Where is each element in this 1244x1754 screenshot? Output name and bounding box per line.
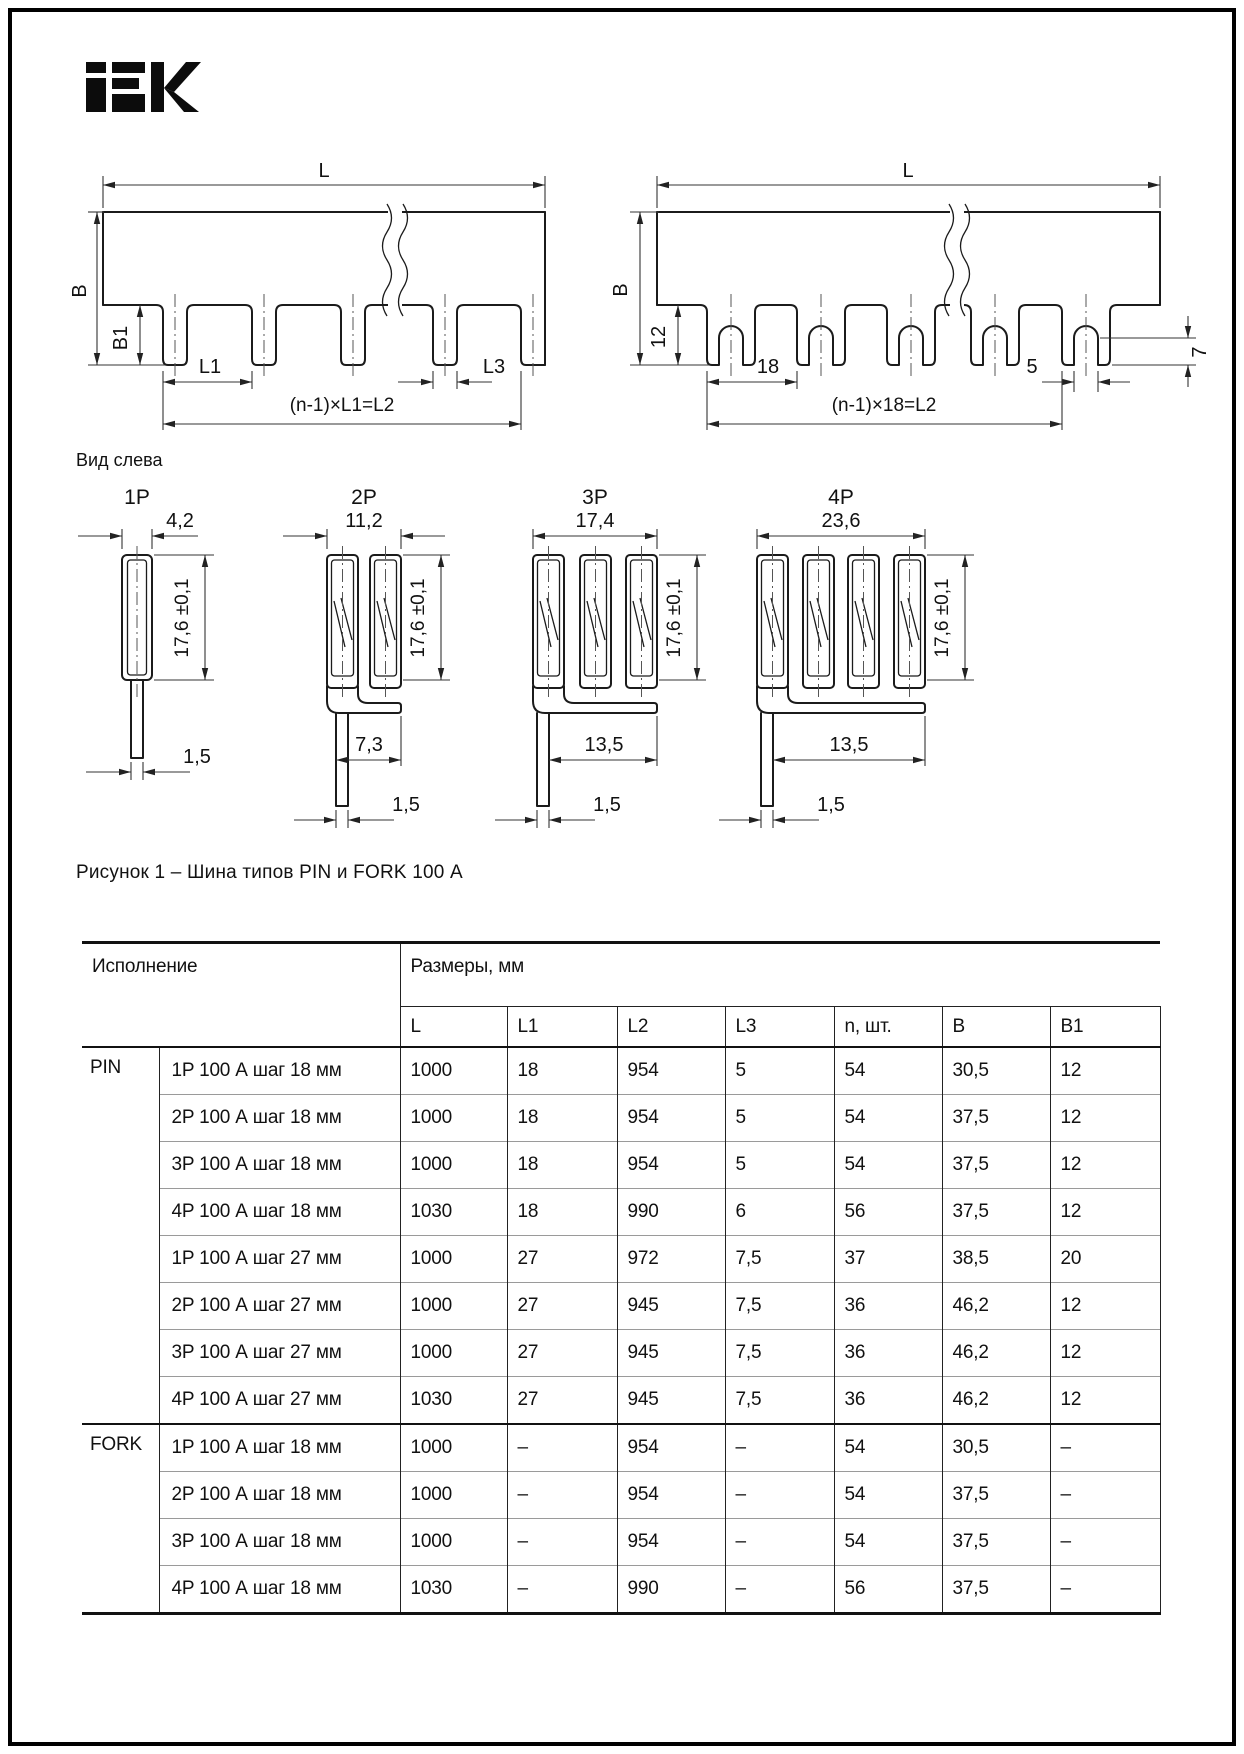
table-row xyxy=(82,1283,1160,1330)
dimension-value-cell: – xyxy=(1050,1566,1160,1614)
dimension-value-cell: 1000 xyxy=(400,1142,507,1189)
dim-label-width: 17,4 xyxy=(575,510,615,532)
dimension-value-cell: 990 xyxy=(617,1189,725,1236)
section-4p xyxy=(719,486,974,828)
dimension-value-cell: 1000 xyxy=(400,1047,507,1095)
dimension-value-cell: 1000 xyxy=(400,1236,507,1283)
dim-label-formula: (n-1)×18=L2 xyxy=(831,395,937,416)
dim-label-slot-width: 5 xyxy=(1026,356,1038,378)
dim-label-pitch: 18 xyxy=(756,356,780,378)
column-header-sizes: Размеры, мм xyxy=(400,943,1160,1007)
table-row xyxy=(82,1377,1160,1425)
section-title: 3P xyxy=(582,486,608,509)
dimension-value-cell: 1030 xyxy=(400,1189,507,1236)
dimension-value-cell: 12 xyxy=(1050,1095,1160,1142)
dimension-value-cell: 1000 xyxy=(400,1472,507,1519)
dimension-value-cell: 27 xyxy=(507,1330,617,1377)
dim-label-height: B xyxy=(610,283,632,297)
section-title: 2P xyxy=(351,486,377,509)
dimension-value-cell: – xyxy=(507,1566,617,1614)
pin-busbar-drawing xyxy=(69,160,545,430)
table-row xyxy=(82,1424,1160,1472)
row-name-cell: 2P 100 А шаг 18 мм xyxy=(159,1472,400,1519)
dimension-value-cell: – xyxy=(507,1424,617,1472)
dimension-value-cell: 5 xyxy=(725,1095,834,1142)
table-row xyxy=(82,1330,1160,1377)
table-row xyxy=(82,1566,1160,1614)
column-header-n: n, шт. xyxy=(834,1007,942,1048)
column-header-execution: Исполнение xyxy=(82,943,400,1048)
dimensions-table xyxy=(82,941,1161,1615)
dimension-value-cell: 12 xyxy=(1050,1377,1160,1425)
group-type-cell: FORK xyxy=(82,1424,159,1614)
dimension-value-cell: – xyxy=(1050,1519,1160,1566)
dimension-value-cell: 1000 xyxy=(400,1330,507,1377)
dimension-value-cell: 18 xyxy=(507,1047,617,1095)
dim-label-offset: 13,5 xyxy=(829,734,869,756)
dimension-value-cell: 1000 xyxy=(400,1519,507,1566)
dimension-value-cell: 990 xyxy=(617,1566,725,1614)
dimension-value-cell: – xyxy=(507,1472,617,1519)
dimension-value-cell: 7,5 xyxy=(725,1330,834,1377)
dim-label-section-height: 17,6 ±0,1 xyxy=(172,578,193,658)
dim-label-slot-depth: 7 xyxy=(1189,346,1211,358)
dim-label-offset: 13,5 xyxy=(584,734,624,756)
dimension-value-cell: – xyxy=(1050,1472,1160,1519)
table-row xyxy=(82,1472,1160,1519)
dimension-value-cell: 27 xyxy=(507,1377,617,1425)
dimension-value-cell: – xyxy=(725,1424,834,1472)
column-header-l: L xyxy=(400,1007,507,1048)
dimension-value-cell: 38,5 xyxy=(942,1236,1050,1283)
section-title: 4P xyxy=(828,486,854,509)
dimension-value-cell: 46,2 xyxy=(942,1377,1050,1425)
dimension-value-cell: 46,2 xyxy=(942,1283,1050,1330)
dim-label-offset: 7,3 xyxy=(355,734,383,756)
dim-label-tooth-width: L3 xyxy=(482,356,506,378)
table-row xyxy=(82,1142,1160,1189)
dimension-value-cell: 972 xyxy=(617,1236,725,1283)
dimension-value-cell: 37,5 xyxy=(942,1472,1050,1519)
dimension-value-cell: 954 xyxy=(617,1047,725,1095)
dimension-value-cell: 54 xyxy=(834,1519,942,1566)
row-name-cell: 4P 100 А шаг 18 мм xyxy=(159,1189,400,1236)
dimension-value-cell: 12 xyxy=(1050,1283,1160,1330)
dim-label-height: B xyxy=(69,284,91,298)
dimension-value-cell: 54 xyxy=(834,1424,942,1472)
dim-label-tooth-height: B1 xyxy=(110,325,132,351)
dimension-value-cell: 36 xyxy=(834,1330,942,1377)
dimension-value-cell: 54 xyxy=(834,1095,942,1142)
dim-label-formula: (n-1)×L1=L2 xyxy=(289,395,395,416)
dimension-value-cell: 7,5 xyxy=(725,1283,834,1330)
dimension-value-cell: 30,5 xyxy=(942,1047,1050,1095)
dim-label-width: 11,2 xyxy=(345,510,383,532)
left-view-label: Вид слева xyxy=(76,450,163,470)
dimension-value-cell: 945 xyxy=(617,1283,725,1330)
dimension-value-cell: 27 xyxy=(507,1283,617,1330)
dimension-value-cell: 12 xyxy=(1050,1330,1160,1377)
section-title: 1P xyxy=(124,486,150,509)
dim-label-width: 4,2 xyxy=(166,510,194,532)
column-header-b: B xyxy=(942,1007,1050,1048)
group-type-cell: PIN xyxy=(82,1047,159,1424)
dimension-value-cell: 18 xyxy=(507,1189,617,1236)
row-name-cell: 3P 100 А шаг 18 мм xyxy=(159,1519,400,1566)
dimension-value-cell: 945 xyxy=(617,1330,725,1377)
dim-label-width: 23,6 xyxy=(821,510,861,532)
row-name-cell: 3P 100 А шаг 27 мм xyxy=(159,1330,400,1377)
dimension-value-cell: 46,2 xyxy=(942,1330,1050,1377)
section-2p xyxy=(283,486,450,828)
dimension-value-cell: – xyxy=(725,1519,834,1566)
row-name-cell: 1P 100 А шаг 18 мм xyxy=(159,1047,400,1095)
column-header-l2: L2 xyxy=(617,1007,725,1048)
row-name-cell: 3P 100 А шаг 18 мм xyxy=(159,1142,400,1189)
dimension-value-cell: 12 xyxy=(1050,1142,1160,1189)
dimension-value-cell: 945 xyxy=(617,1377,725,1425)
dim-label-length: L xyxy=(318,160,330,182)
table-row xyxy=(82,1189,1160,1236)
dimension-value-cell: 30,5 xyxy=(942,1424,1050,1472)
dimension-value-cell: 36 xyxy=(834,1377,942,1425)
dim-label-tooth-height: 12 xyxy=(648,325,670,349)
dimension-value-cell: 12 xyxy=(1050,1189,1160,1236)
dimension-value-cell: 18 xyxy=(507,1142,617,1189)
dimension-value-cell: 12 xyxy=(1050,1047,1160,1095)
table-row xyxy=(82,1236,1160,1283)
iek-logo xyxy=(86,62,201,112)
dimension-value-cell: 6 xyxy=(725,1189,834,1236)
dim-label-pitch: L1 xyxy=(198,356,222,378)
dimension-value-cell: 37,5 xyxy=(942,1519,1050,1566)
table-row xyxy=(82,1047,1160,1095)
dimension-value-cell: 27 xyxy=(507,1236,617,1283)
section-1p xyxy=(78,486,214,780)
dimension-value-cell: 954 xyxy=(617,1472,725,1519)
dimension-value-cell: 954 xyxy=(617,1095,725,1142)
column-header-l1: L1 xyxy=(507,1007,617,1048)
table-row xyxy=(82,1095,1160,1142)
dimension-value-cell: 56 xyxy=(834,1566,942,1614)
row-name-cell: 4P 100 А шаг 18 мм xyxy=(159,1566,400,1614)
dimension-value-cell: 37,5 xyxy=(942,1566,1050,1614)
table-header-row xyxy=(82,943,1160,1007)
dim-label-tail: 1,5 xyxy=(183,746,211,768)
dimension-value-cell: 1030 xyxy=(400,1566,507,1614)
dim-label-section-height: 17,6 ±0,1 xyxy=(408,578,429,658)
dimension-value-cell: – xyxy=(725,1472,834,1519)
column-header-l3: L3 xyxy=(725,1007,834,1048)
dimension-value-cell: 1000 xyxy=(400,1095,507,1142)
dimension-value-cell: 954 xyxy=(617,1424,725,1472)
dimension-value-cell: – xyxy=(507,1519,617,1566)
dimension-value-cell: 1000 xyxy=(400,1424,507,1472)
dimension-value-cell: 54 xyxy=(834,1472,942,1519)
dimension-value-cell: 954 xyxy=(617,1142,725,1189)
row-name-cell: 2P 100 А шаг 18 мм xyxy=(159,1095,400,1142)
dimension-value-cell: 37,5 xyxy=(942,1095,1050,1142)
dimension-value-cell: 1000 xyxy=(400,1283,507,1330)
dimension-value-cell: 20 xyxy=(1050,1236,1160,1283)
dimension-value-cell: 18 xyxy=(507,1095,617,1142)
dim-label-tail: 1,5 xyxy=(817,794,845,816)
dimension-value-cell: 36 xyxy=(834,1283,942,1330)
row-name-cell: 2P 100 А шаг 27 мм xyxy=(159,1283,400,1330)
row-name-cell: 4P 100 А шаг 27 мм xyxy=(159,1377,400,1425)
dimension-value-cell: 54 xyxy=(834,1047,942,1095)
dim-label-length: L xyxy=(902,160,914,182)
dimension-value-cell: 37,5 xyxy=(942,1189,1050,1236)
dimension-value-cell: 954 xyxy=(617,1519,725,1566)
section-3p xyxy=(495,486,706,828)
dimension-value-cell: 1030 xyxy=(400,1377,507,1425)
dim-label-section-height: 17,6 ±0,1 xyxy=(932,578,953,658)
dim-label-tail: 1,5 xyxy=(392,794,420,816)
column-header-b1: B1 xyxy=(1050,1007,1160,1048)
dimension-value-cell: 37,5 xyxy=(942,1142,1050,1189)
dimension-value-cell: 54 xyxy=(834,1142,942,1189)
dimension-value-cell: 56 xyxy=(834,1189,942,1236)
dimension-value-cell: – xyxy=(1050,1424,1160,1472)
fork-busbar-drawing xyxy=(610,160,1211,430)
dimension-value-cell: 7,5 xyxy=(725,1236,834,1283)
dim-label-section-height: 17,6 ±0,1 xyxy=(664,578,685,658)
dimension-value-cell: 5 xyxy=(725,1047,834,1095)
row-name-cell: 1P 100 А шаг 18 мм xyxy=(159,1424,400,1472)
dimension-value-cell: 5 xyxy=(725,1142,834,1189)
dimension-value-cell: 37 xyxy=(834,1236,942,1283)
row-name-cell: 1P 100 А шаг 27 мм xyxy=(159,1236,400,1283)
dimension-value-cell: – xyxy=(725,1566,834,1614)
dim-label-tail: 1,5 xyxy=(593,794,621,816)
dimension-value-cell: 7,5 xyxy=(725,1377,834,1425)
figure-caption: Рисунок 1 – Шина типов PIN и FORK 100 А xyxy=(76,862,463,883)
table-row xyxy=(82,1519,1160,1566)
